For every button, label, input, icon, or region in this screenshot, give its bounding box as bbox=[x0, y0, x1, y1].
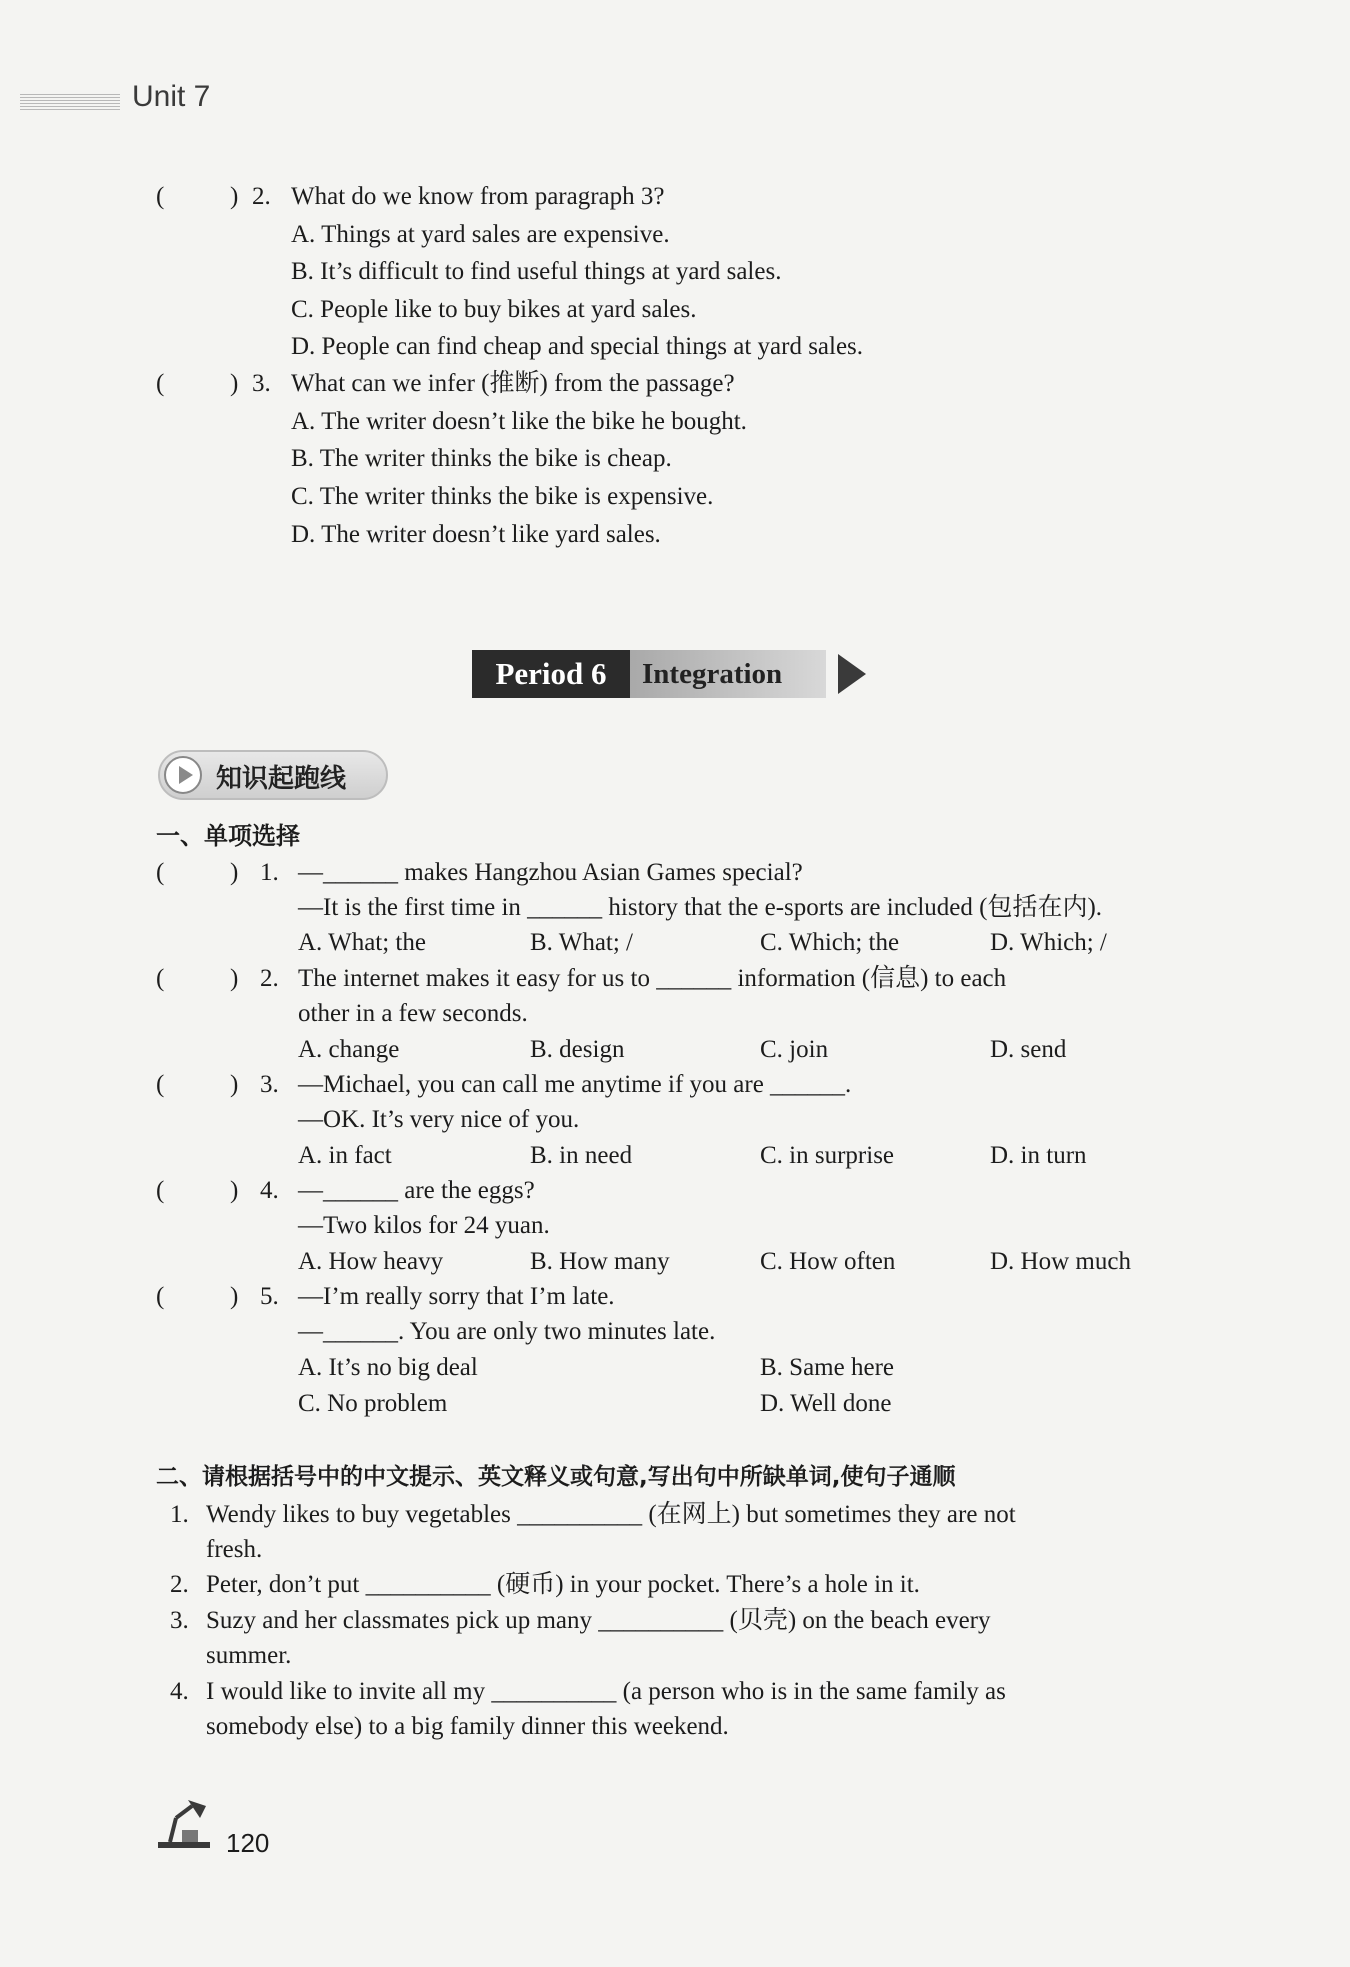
question-number: 2. bbox=[260, 965, 279, 992]
answer-paren-open: ( bbox=[156, 965, 165, 992]
option: D. in turn bbox=[990, 1142, 1087, 1169]
question-line: —I’m really sorry that I’m late. bbox=[298, 1283, 615, 1310]
option: D. Which; / bbox=[990, 929, 1107, 956]
question-line: —______ makes Hangzhou Asian Games special? bbox=[298, 859, 803, 886]
option: D. The writer doesn’t like yard sales. bbox=[291, 521, 661, 548]
option: B. Same here bbox=[760, 1354, 894, 1381]
option: C. People like to buy bikes at yard sales. bbox=[291, 296, 697, 323]
question-stem: What can we infer (推断) from the passage? bbox=[291, 370, 735, 397]
option: A. It’s no big deal bbox=[298, 1354, 478, 1381]
option: B. The writer thinks the bike is cheap. bbox=[291, 445, 672, 472]
option: A. How heavy bbox=[298, 1248, 444, 1275]
option: A. in fact bbox=[298, 1142, 392, 1169]
option: A. What; the bbox=[298, 929, 426, 956]
option: B. design bbox=[530, 1036, 625, 1063]
question-stem: What do we know from paragraph 3? bbox=[291, 183, 665, 210]
question-number: 5. bbox=[260, 1283, 279, 1310]
section-title: 二、请根据括号中的中文提示、英文释义或句意,写出句中所缺单词,使句子通顺 bbox=[156, 1464, 956, 1490]
item-line: I would like to invite all my __________ (a person who is in the same family as bbox=[206, 1678, 1006, 1705]
item-line: summer. bbox=[206, 1642, 292, 1669]
answer-paren-close: ) bbox=[230, 1071, 239, 1098]
option: C. How often bbox=[760, 1248, 896, 1275]
option: C. in surprise bbox=[760, 1142, 895, 1169]
answer-paren-close: ) bbox=[230, 1283, 239, 1310]
answer-paren-open: ( bbox=[156, 1177, 165, 1204]
question-line: —______ are the eggs? bbox=[298, 1177, 535, 1204]
item-line: Wendy likes to buy vegetables __________ (在网上) but sometimes they are not bbox=[206, 1501, 1016, 1528]
item-line: Suzy and her classmates pick up many __________ (贝壳) on the beach every bbox=[206, 1607, 991, 1634]
question-number: 3. bbox=[260, 1071, 279, 1098]
item-number: 2. bbox=[170, 1571, 189, 1598]
section-title: 一、单项选择 bbox=[156, 822, 300, 850]
arrow-right-icon bbox=[838, 654, 866, 694]
answer-paren-open: ( bbox=[156, 1071, 165, 1098]
option: B. How many bbox=[530, 1248, 670, 1275]
period-title: Integration bbox=[630, 650, 826, 698]
option: C. join bbox=[760, 1036, 829, 1063]
item-number: 4. bbox=[170, 1678, 189, 1705]
item-line: Peter, don’t put __________ (硬币) in your pocket. There’s a hole in it. bbox=[206, 1571, 920, 1598]
item-number: 1. bbox=[170, 1501, 189, 1528]
desk-lamp-icon bbox=[154, 1796, 214, 1850]
question-line: other in a few seconds. bbox=[298, 1000, 528, 1027]
option: B. in need bbox=[530, 1142, 633, 1169]
answer-paren-close: ) bbox=[230, 370, 239, 397]
option: D. send bbox=[990, 1036, 1067, 1063]
question-line: —Two kilos for 24 yuan. bbox=[298, 1212, 550, 1239]
option: A. Things at yard sales are expensive. bbox=[291, 221, 670, 248]
unit-title: Unit 7 bbox=[132, 80, 211, 113]
answer-paren-close: ) bbox=[230, 1177, 239, 1204]
item-number: 3. bbox=[170, 1607, 189, 1634]
item-line: fresh. bbox=[206, 1536, 263, 1563]
header-decoration bbox=[20, 94, 120, 110]
answer-paren-close: ) bbox=[230, 859, 239, 886]
option: A. The writer doesn’t like the bike he bought. bbox=[291, 408, 747, 435]
option: D. Well done bbox=[760, 1390, 892, 1417]
option: C. No problem bbox=[298, 1390, 448, 1417]
question-number: 1. bbox=[260, 859, 279, 886]
period-label: Period 6 bbox=[472, 650, 630, 698]
answer-paren-open: ( bbox=[156, 859, 165, 886]
option: D. People can find cheap and special things at yard sales. bbox=[291, 333, 864, 360]
badge-label: 知识起跑线 bbox=[216, 764, 347, 794]
answer-paren-open: ( bbox=[156, 370, 165, 397]
play-circle-icon bbox=[164, 756, 202, 794]
answer-paren-close: ) bbox=[230, 183, 239, 210]
question-line: —______. You are only two minutes late. bbox=[298, 1318, 716, 1345]
option: C. The writer thinks the bike is expensive. bbox=[291, 483, 714, 510]
answer-paren-open: ( bbox=[156, 183, 165, 210]
option: C. Which; the bbox=[760, 929, 900, 956]
question-line: —It is the first time in ______ history that the e-sports are included (包括在内). bbox=[298, 894, 1103, 921]
option: A. change bbox=[298, 1036, 400, 1063]
page-number: 120 bbox=[226, 1828, 270, 1858]
item-line: somebody else) to a big family dinner this weekend. bbox=[206, 1713, 729, 1740]
question-number: 4. bbox=[260, 1177, 279, 1204]
section-badge bbox=[158, 750, 388, 800]
answer-paren-open: ( bbox=[156, 1283, 165, 1310]
question-number: 3. bbox=[252, 370, 271, 397]
question-line: —OK. It’s very nice of you. bbox=[298, 1106, 580, 1133]
option: B. It’s difficult to find useful things at yard sales. bbox=[291, 258, 782, 285]
question-line: —Michael, you can call me anytime if you are ______. bbox=[298, 1071, 852, 1098]
question-number: 2. bbox=[252, 183, 271, 210]
question-line: The internet makes it easy for us to ______ information (信息) to each bbox=[298, 965, 1007, 992]
option: D. How much bbox=[990, 1248, 1131, 1275]
option: B. What; / bbox=[530, 929, 634, 956]
answer-paren-close: ) bbox=[230, 965, 239, 992]
